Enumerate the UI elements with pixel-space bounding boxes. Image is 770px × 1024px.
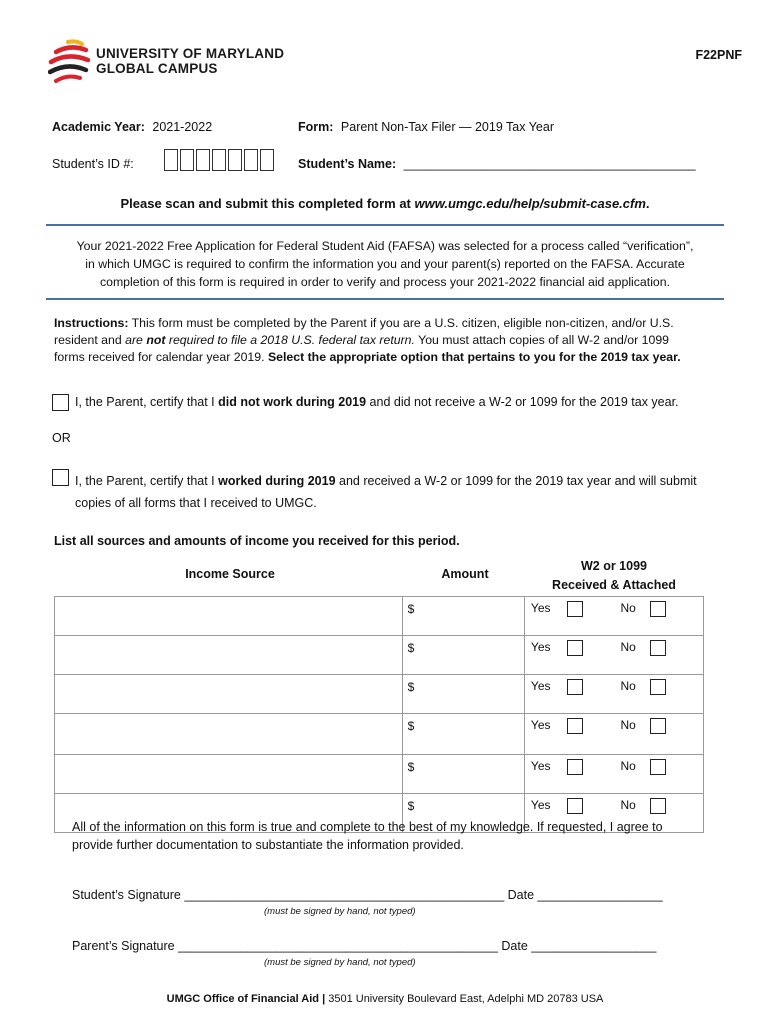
w2-cell [524, 755, 703, 794]
w2-cell [524, 636, 703, 675]
academic-year-label: Academic Year: [52, 120, 145, 134]
col-income-source: Income Source [185, 567, 275, 581]
student-name [298, 157, 696, 171]
umgc-logo-mark-icon [48, 38, 92, 86]
yes-label: Yes [530, 759, 551, 774]
student-signature-label: Student’s Signature [72, 888, 181, 902]
student-signature-row [72, 888, 663, 902]
parent-date-field[interactable]: __________________ [531, 939, 657, 953]
student-signature-note: (must be signed by hand, not typed) [264, 906, 416, 917]
student-id-label: Student’s ID #: [52, 157, 134, 171]
dollar-sign: $ [407, 602, 415, 616]
option-text: I, the Parent, certify that I [75, 395, 219, 409]
id-digit-box[interactable] [180, 149, 194, 171]
parent-signature-note: (must be signed by hand, not typed) [264, 957, 416, 968]
income-source-cell[interactable] [55, 597, 403, 636]
income-source-cell[interactable] [55, 675, 403, 714]
table-row [55, 636, 704, 675]
dollar-sign: $ [407, 680, 415, 694]
no-checkbox[interactable] [650, 601, 666, 617]
yes-label: Yes [530, 679, 551, 694]
yes-label: Yes [530, 798, 551, 813]
option-text: and did not receive a W-2 or 1099 for the 2019 tax year. [366, 395, 679, 409]
parent-signature-label: Parent’s Signature [72, 939, 175, 953]
yes-checkbox[interactable] [567, 679, 583, 695]
intro-line: completion of this form is required in order to verify and process your 2021-2022 financial aid application. [99, 275, 671, 289]
footer-address: 3501 University Boulevard East, Adelphi MD 20783 USA [328, 993, 604, 1005]
logo-line1: UNIVERSITY OF MARYLAND [96, 46, 285, 61]
id-digit-box[interactable] [260, 149, 274, 171]
instructions-text: required to file a 2018 U.S. federal tax return. [165, 333, 415, 347]
income-table [54, 596, 704, 833]
umgc-logo [48, 38, 288, 88]
id-digit-box[interactable] [244, 149, 258, 171]
parent-signature-field[interactable]: ______________________________________________ [178, 939, 498, 953]
logo-line2: GLOBAL CAMPUS [96, 61, 218, 76]
intro-paragraph [46, 237, 724, 291]
yes-label: Yes [530, 601, 551, 616]
certification-line: All of the information on this form is true and complete to the best of my knowledge. If requested, I agree to [72, 820, 663, 834]
amount-cell[interactable] [402, 714, 524, 755]
no-label: No [620, 718, 636, 733]
academic-year-value: 2021-2022 [152, 120, 213, 134]
option-text: worked during 2019 [218, 474, 336, 488]
id-digit-box[interactable] [196, 149, 210, 171]
table-row [55, 675, 704, 714]
no-label: No [620, 640, 636, 655]
instructions-text: resident and [54, 333, 126, 347]
instructions-label: Instructions: [54, 316, 129, 330]
amount-cell[interactable] [402, 636, 524, 675]
submit-suffix: . [645, 196, 650, 211]
amount-cell[interactable] [402, 755, 524, 794]
no-label: No [620, 679, 636, 694]
no-checkbox[interactable] [650, 718, 666, 734]
option-text: did not work during 2019 [218, 395, 367, 409]
instructions-text: are [125, 333, 147, 347]
dollar-sign: $ [407, 799, 415, 813]
option-worked-text [75, 470, 697, 514]
certification-line: provide further documentation to substantiate the information provided. [72, 838, 464, 852]
income-source-cell[interactable] [55, 636, 403, 675]
student-date-field[interactable]: __________________ [537, 888, 663, 902]
form-type-label: Form: [298, 120, 334, 134]
no-label: No [620, 601, 636, 616]
amount-cell[interactable] [402, 675, 524, 714]
yes-label: Yes [530, 640, 551, 655]
intro-line: Your 2021-2022 Free Application for Federal Student Aid (FAFSA) was selected for a process called “verification”, [76, 239, 694, 253]
col-w2 [524, 557, 704, 595]
table-row [55, 597, 704, 636]
id-digit-box[interactable] [212, 149, 226, 171]
option-did-not-work-checkbox[interactable] [52, 394, 69, 411]
parent-signature-row [72, 939, 656, 953]
option-text: and received a W-2 or 1099 for the 2019 tax year and will submit [335, 474, 697, 488]
instructions-text: not [146, 333, 166, 347]
intro-line: in which UMGC is required to confirm the information you and your parent(s) reported on the FAFSA. Accurate [85, 257, 685, 271]
option-did-not-work-text [75, 395, 679, 409]
parent-date-label: Date [501, 939, 528, 953]
dollar-sign: $ [407, 760, 415, 774]
option-worked-checkbox[interactable] [52, 469, 69, 486]
option-text: copies of all forms that I received to UMGC. [75, 496, 317, 510]
submit-url-link[interactable]: www.umgc.edu/help/submit-case.cfm [414, 196, 646, 211]
submit-instruction [0, 196, 770, 211]
form-type-value: Parent Non-Tax Filer — 2019 Tax Year [340, 120, 554, 134]
student-signature-field[interactable]: ______________________________________________ [184, 888, 505, 902]
academic-year [52, 120, 212, 134]
student-name-label: Student’s Name: [298, 157, 397, 171]
w2-cell [524, 597, 703, 636]
footer-separator: | [319, 993, 329, 1005]
amount-cell[interactable] [402, 597, 524, 636]
or-separator: OR [52, 431, 71, 445]
id-digit-box[interactable] [228, 149, 242, 171]
id-digit-box[interactable] [164, 149, 178, 171]
student-date-label: Date [507, 888, 535, 902]
yes-checkbox[interactable] [567, 640, 583, 656]
submit-prefix: Please scan and submit this completed form at [120, 196, 415, 211]
col-w2-line: W2 or 1099 [580, 559, 647, 573]
footer [0, 993, 770, 1005]
yes-checkbox[interactable] [567, 798, 583, 814]
table-row [55, 714, 704, 755]
divider-top [46, 224, 724, 226]
w2-cell [524, 675, 703, 714]
dollar-sign: $ [407, 719, 415, 733]
form-type [298, 120, 554, 134]
no-checkbox[interactable] [650, 798, 666, 814]
col-amount: Amount [441, 567, 489, 581]
instructions-text: Select the appropriate option that pertains to you for the 2019 tax year. [267, 350, 681, 364]
yes-checkbox[interactable] [567, 601, 583, 617]
instructions-text: You must attach copies of all W-2 and/or 1099 [414, 333, 670, 347]
footer-office: UMGC Office of Financial Aid [166, 993, 320, 1005]
col-w2-line: Received & Attached [552, 578, 676, 592]
income-source-cell[interactable] [55, 755, 403, 794]
no-label: No [620, 759, 636, 774]
student-id-boxes[interactable] [164, 149, 276, 171]
form-code: F22PNF [695, 48, 742, 62]
income-list-label: List all sources and amounts of income you received for this period. [54, 534, 460, 548]
income-source-cell[interactable] [55, 714, 403, 755]
certification-text [72, 818, 663, 854]
no-checkbox[interactable] [650, 640, 666, 656]
no-checkbox[interactable] [650, 679, 666, 695]
yes-checkbox[interactable] [567, 759, 583, 775]
instructions-text: forms received for calendar year 2019. [54, 350, 268, 364]
dollar-sign: $ [407, 641, 415, 655]
instructions [54, 315, 724, 366]
no-checkbox[interactable] [650, 759, 666, 775]
divider-bottom [46, 298, 724, 300]
no-label: No [620, 798, 636, 813]
option-text: I, the Parent, certify that I [75, 474, 219, 488]
w2-cell [524, 714, 703, 755]
yes-checkbox[interactable] [567, 718, 583, 734]
yes-label: Yes [530, 718, 551, 733]
table-row [55, 755, 704, 794]
instructions-text: This form must be completed by the Parent if you are a U.S. citizen, eligible non-citizen, and/or U.S. [128, 316, 674, 330]
student-name-field[interactable]: __________________________________________ [403, 157, 696, 171]
